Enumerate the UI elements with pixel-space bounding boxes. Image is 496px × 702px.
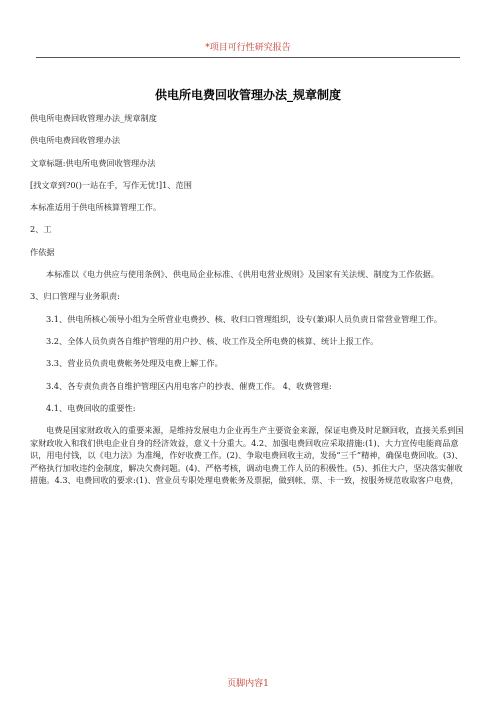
- paragraph: 本标准适用于供电所核算管理工作。: [30, 202, 162, 213]
- paragraph: 文章标题:供电所电费回收管理办法: [30, 157, 156, 168]
- section-heading: 3、归口管理与业务职责:: [30, 291, 120, 302]
- paragraph: 作依据: [30, 246, 55, 257]
- paragraph: 电费是国家财政收入的重要来源，是维持发展电力企业再生产主要资金来源，保证电费及时足额回收，直接关系到国家财政收入和我们供电企业自身的经济效益，意义十分重大。4.2、加强电费回收应采取措施:(1)、大力宣传电能商品意识，用电付钱，以《电力法》为准绳，作好收费工作。(2)、争取电费回收主动，发扬“三千”精神，确保电费回收。(3)、严格执行加收违约金制度，解决欠费问题。(4)、严格考核，调动电费工作人员的积极性。(5)、抓住大户，坚决落实催收措施。4.3、电费回收的要求:(1)、营业员专职处理电费帐务及票据，做到帐、票、卡一致，按服务规范收取客户电费，: [30, 425, 464, 486]
- paragraph: 3.3、营业员负责电费帐务处理及电费上解工作。: [46, 358, 223, 369]
- page-footer: 页脚内容1: [227, 679, 269, 689]
- paragraph: 3.2、全体人员负责各自维护管理的用户抄、核、收工作及全所电费的核算、统计上报工作。: [46, 335, 379, 346]
- document-body: [30, 112, 466, 487]
- document-title: 供电所电费回收管理办法_规章制度: [154, 88, 341, 102]
- paragraph: 3.1、供电所核心领导小组为全所营业电费抄、核、收归口管理组织，设专(兼)职人员负责日常营业管理工作。: [46, 313, 443, 324]
- section-heading: 4.1、电费回收的重要性:: [46, 402, 136, 413]
- header-divider: [36, 57, 460, 58]
- paragraph: 本标准以《电力供应与使用条例》、供电局企业标准、《供用电营业规则》及国家有关法规、制度为工作依据。: [46, 269, 439, 280]
- paragraph: 供电所电费回收管理办法_规章制度: [30, 113, 157, 123]
- paragraph: 3.4、各专责负责各自维护管理区内用电客户的抄表、催费工作。 4、收费管理:: [46, 380, 332, 391]
- paragraph: 供电所电费回收管理办法: [30, 135, 121, 146]
- paragraph: [找文章到?0()一站在手，写作无忧!]1、范围: [30, 179, 192, 190]
- page-header: *项目可行性研究报告: [205, 43, 291, 53]
- paragraph: 2、工: [30, 224, 52, 235]
